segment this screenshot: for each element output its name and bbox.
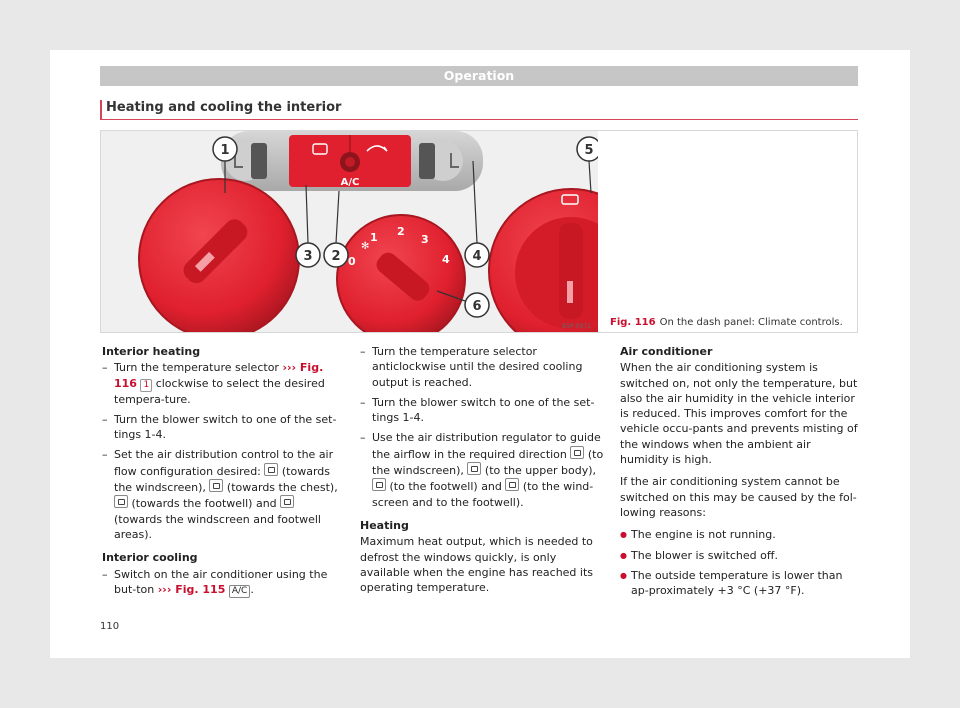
upper-body-icon <box>467 462 481 475</box>
interior-cooling-title: Interior cooling <box>102 551 198 565</box>
caption-figure-ref: Fig. 116 <box>610 317 656 328</box>
reason-2: ● The blower is switched off. <box>620 548 778 562</box>
blower-setting-1: 1 <box>370 231 378 244</box>
blower-setting-4: 4 <box>442 253 450 266</box>
cooling-step-1: – Switch on the air conditioner using the but-ton ››› Fig. 115 A/C . <box>102 567 328 596</box>
windscreen-footwell-icon <box>505 478 519 491</box>
windscreen-icon <box>264 463 278 476</box>
callout-4: 4 <box>472 249 482 264</box>
callout-6: 6 <box>472 299 482 314</box>
footwell-icon <box>114 495 128 508</box>
heating-title: Heating <box>360 518 409 532</box>
cooling-step-3: – Turn the blower switch to one of the set-tings 1-4. <box>360 395 595 425</box>
chest-icon <box>209 479 223 492</box>
air-distribution-grip <box>559 223 583 319</box>
section-band: Operation <box>100 66 858 86</box>
heating-step-1: – Turn the temperature selector ››› Fig. 116 1 clockwise to select the desired tempera-ture. <box>102 361 325 406</box>
callout-2: 2 <box>331 249 341 264</box>
heating-step-3: – Set the air distribution control to the air flow configuration desired: (towards the windscreen), (towards the chest), (towards the footwell) and (towards the windscreen and footwell areas). <box>102 448 338 541</box>
air-distribution-marker <box>567 281 573 303</box>
page-number: 110 <box>100 621 120 632</box>
interior-heating-title: Interior heating <box>102 345 201 358</box>
cooling-step-2: – Turn the temperature selector anticlockwise until the desired cooling output is reached. <box>360 345 583 389</box>
callout-3: 3 <box>303 249 313 264</box>
caption-text: On the dash panel: Climate controls. <box>659 317 843 328</box>
heading-rule <box>100 119 858 120</box>
figure-code: B5P-0971 <box>562 323 591 330</box>
page-heading: Heating and cooling the interior <box>106 100 342 115</box>
fig-115-link[interactable]: ››› Fig. 115 <box>157 582 226 596</box>
climate-controls-figure <box>101 131 598 332</box>
heating-text: Maximum heat output, which is needed to defrost the windows quickly, is only available when the engine has reached its operating temperature. <box>360 535 594 595</box>
reason-3: ● The outside temperature is lower than ap-proximately +3 °C (+37 °F). <box>620 568 843 598</box>
blower-setting-2: 2 <box>397 225 405 238</box>
air-conditioner-title: Air conditioner <box>620 345 713 358</box>
blower-fan-icon: ✻ <box>361 241 370 252</box>
heating-step-2: – Turn the blower switch to one of the set-tings 1-4. <box>102 412 337 442</box>
heading-accent <box>100 100 102 120</box>
right-seat-wheel <box>419 143 435 179</box>
ac-key: A/C <box>229 585 250 598</box>
blower-setting-0: 0 <box>348 255 356 268</box>
cooling-step-4: – Use the air distribution regulator to guide the airflow in the required direction (to the windscreen), (to the upper body), (to the footwell) and (to the wind-screen and to the footwell). <box>360 431 604 509</box>
callout-5: 5 <box>584 143 594 158</box>
column-2 <box>360 344 605 602</box>
reason-1: ● The engine is not running. <box>620 528 776 542</box>
figure-caption <box>610 317 843 328</box>
windscreen-footwell-icon <box>280 495 294 508</box>
blower-setting-3: 3 <box>421 233 429 246</box>
fig-116-link[interactable]: ››› Fig. 116 <box>114 361 324 390</box>
footwell-icon <box>372 478 386 491</box>
ac-button-center <box>345 157 355 167</box>
callout-1: 1 <box>220 143 230 158</box>
left-seat-wheel <box>251 143 267 179</box>
ac-button-label: A/C <box>340 177 360 188</box>
callout-ref-1: 1 <box>140 379 152 392</box>
windscreen-icon <box>570 446 584 459</box>
column-1 <box>102 344 342 603</box>
ac-paragraph-2: If the air conditioning system cannot be switched on this may be caused by the fol-lowing reasons: <box>620 475 857 519</box>
column-3 <box>620 344 860 603</box>
ac-paragraph-1: When the air conditioning system is switched on, not only the temperature, but also the air humidity in the vehicle interior is reduced. This improves comfort for the vehicle occu-pants and prevents misting of the windows when the ambient air humidity is high. <box>620 361 858 467</box>
